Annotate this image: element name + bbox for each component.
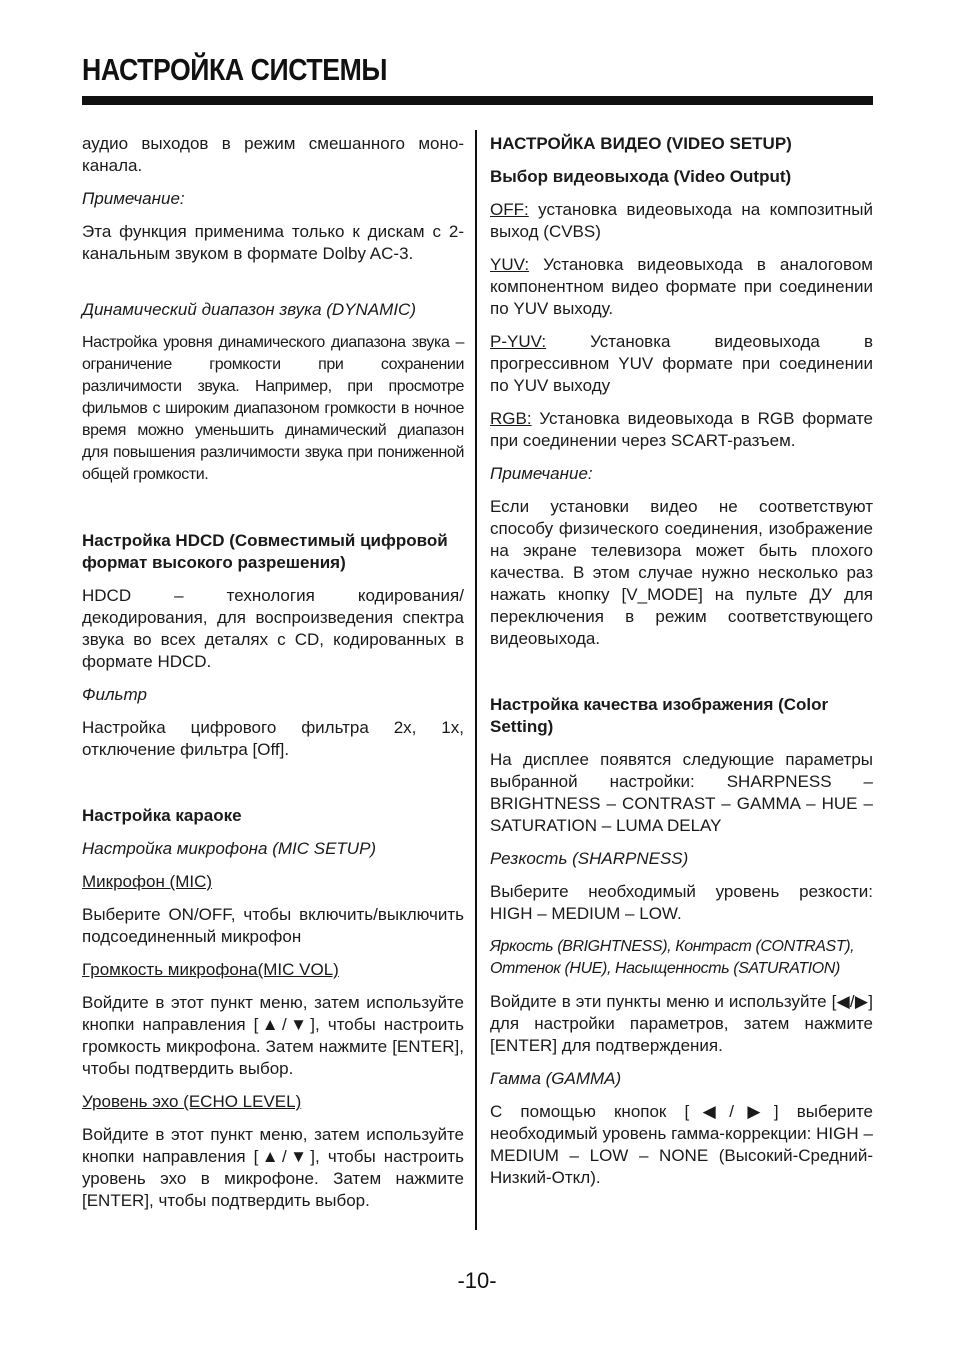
- note-text: Если установки видео не соответствуют способу физического соединения, изображение на экране телевизора может быть плохого качества. В этом случае нужно несколько раз нажать кнопку [V_MODE] на пульте ДУ для переключения в режим соответствующего видеовыхода.: [490, 497, 873, 648]
- mic-vol-label: Громкость микрофона(MIC VOL): [82, 960, 339, 979]
- yuv-text: Установка видеовыхода в аналоговом компонентном видео формате при соединении по YUV выходу.: [490, 255, 873, 318]
- mic-vol-text: Войдите в этот пункт меню, затем используйте кнопки направления [▲/▼], чтобы настроить громкость микрофона. Затем нажмите [ENTER], чтобы подтвердить выбор.: [82, 993, 464, 1078]
- column-divider: [475, 130, 477, 1230]
- color-setting-text: На дисплее появятся следующие параметры выбранной настройки: SHARPNESS – BRIGHTNESS – CONTRAST – GAMMA – HUE – SATURATION – LUMA DELAY: [490, 750, 873, 835]
- color-setting-heading: Настройка качества изображения (Color Setting): [490, 695, 829, 736]
- brightness-label: Яркость (BRIGHTNESS), Контраст (CONTRAST), Оттенок (HUE), Насыщенность (SATURATION): [490, 938, 855, 977]
- off-option: [490, 199, 873, 243]
- gamma-label: Гамма (GAMMA): [490, 1069, 622, 1088]
- video-setup-heading: НАСТРОЙКА ВИДЕО (VIDEO SETUP): [490, 134, 792, 153]
- sharpness-text: Выберите необходимый уровень резкости: HIGH – MEDIUM – LOW.: [490, 882, 873, 923]
- rgb-text: Установка видеовыхода в RGB формате при соединении через SCART-разъем.: [490, 409, 873, 450]
- rgb-option: [490, 408, 873, 452]
- page-title: НАСТРОЙКА СИСТЕМЫ: [82, 52, 388, 87]
- off-tag: OFF:: [490, 200, 529, 219]
- gamma-text: С помощью кнопок [◀/▶] выберите необходимый уровень гамма-коррекции: HIGH – MEDIUM – LOW – NONE (Высокий-Средний-Низкий-Откл).: [490, 1102, 873, 1187]
- rgb-tag: RGB:: [490, 409, 532, 428]
- mic-text: Выберите ON/OFF, чтобы включить/выключить подсоединенный микрофон: [82, 905, 464, 946]
- page-number: -10-: [457, 1268, 497, 1293]
- hdcd-text: HDCD – технология кодирования/декодирования, для воспроизведения спектра звука во всех деталях с CD, кодированных в формате HDCD.: [82, 586, 464, 671]
- echo-level-text: Войдите в этот пункт меню, затем используйте кнопки направления [▲/▼], чтобы настроить уровень эхо в микрофоне. Затем нажмите [ENTER], чтобы подтвердить выбор.: [82, 1125, 464, 1210]
- title-rule: [82, 96, 873, 105]
- left-column: [82, 133, 464, 1223]
- dynamic-heading: Динамический диапазон звука (DYNAMIC): [82, 300, 416, 319]
- sharpness-label: Резкость (SHARPNESS): [490, 849, 689, 868]
- note-label: Примечание:: [490, 464, 593, 483]
- note-label: Примечание:: [82, 189, 185, 208]
- p-yuv-text: Установка видеовыхода в прогрессивном YUV формате при соединении по YUV выходу: [490, 332, 873, 395]
- filter-text: Настройка цифрового фильтра 2x, 1x, отключение фильтра [Off].: [82, 718, 464, 759]
- dynamic-text: Настройка уровня динамического диапазона звука – ограничение громкости при сохранении различимости звука. Например, при просмотре фильмов с широким диапазоном громкости в ночное время можно уменьшить динамический диапазон для повышения различимости звука при пониженной общей громкости.: [82, 334, 464, 483]
- hdcd-heading: Настройка HDCD (Совместимый цифровой формат высокого разрешения): [82, 531, 448, 572]
- brightness-text: Войдите в эти пункты меню и используйте [◀/▶] для настройки параметров, затем нажмите [ENTER] для подтверждения.: [490, 992, 873, 1055]
- yuv-tag: YUV:: [490, 255, 530, 274]
- mono-continuation-text: аудио выходов в режим смешанного моно-канала.: [82, 134, 464, 175]
- video-output-heading: Выбор видеовыхода (Video Output): [490, 167, 792, 186]
- p-yuv-option: [490, 331, 873, 397]
- mic-setup-label: Настройка микрофона (MIC SETUP): [82, 839, 377, 858]
- filter-label: Фильтр: [82, 685, 147, 704]
- karaoke-heading: Настройка караоке: [82, 806, 242, 825]
- p-yuv-tag: P-YUV:: [490, 332, 547, 351]
- note-text: Эта функция применима только к дискам с 2-канальным звуком в формате Dolby AC-3.: [82, 222, 464, 263]
- right-column: [490, 133, 873, 1200]
- echo-level-label: Уровень эхо (ECHO LEVEL): [82, 1092, 302, 1111]
- off-text: установка видеовыхода на композитный выход (CVBS): [490, 200, 873, 241]
- yuv-option: [490, 254, 873, 320]
- mic-label: Микрофон (MIC): [82, 872, 213, 891]
